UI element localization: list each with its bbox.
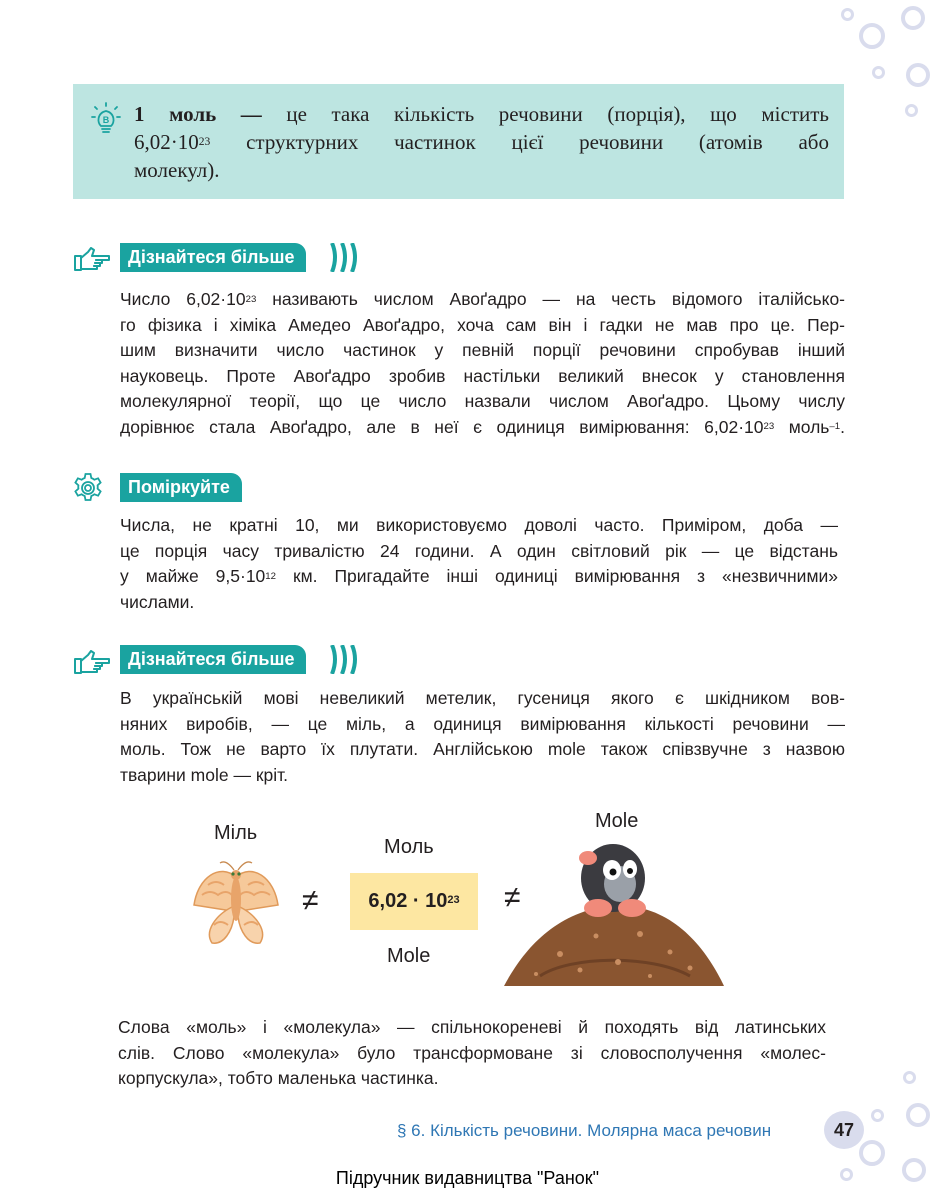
stripes-decoration bbox=[328, 243, 368, 272]
label-mole-unit: Mole bbox=[387, 945, 431, 967]
definition-term: 1 моль — bbox=[134, 102, 262, 126]
paragraph-etymology: Слова «моль» і «молекула» — спільнокореневі й походять від латинських слів. Слово «молекула» було трансформоване зі словосполучення «молес- корпускула», тобто маленька частинка. bbox=[118, 1017, 826, 1088]
paragraph-avogadro: Число $6,02\cdot 10^{23}$ називають числом Авоґадро — на честь відомого італійсько- го фізика і хіміка Амедео Авоґадро, хоча сам він і гадки не мав про це. Пер- шим визначити число частинок у певній порції речовини спробував інший науковець. Проте Авоґадро зробив настільки великий внесок у становлення молекулярної теорії, що це число назвали числом Авоґадро. Цьому числу дорівнює стала Авоґадро, але в неї є одиниця вимірювання: $6,02\cdot 10^{23}$ моль$^{-1}$. bbox=[120, 289, 846, 437]
publisher-line: Підручник видавництва "Ранок" bbox=[335, 1168, 600, 1188]
definition-box bbox=[73, 84, 844, 199]
paragraph-think: Числа, не кратні 10, ми використовуємо доволі часто. Приміром, доба — це порція часу тривалістю 24 години. А один світловий рік — це відстань у майже $9,5\cdot 10^{12}$ км. Пригадайте інші одиниці вимірювання з «незвичними» числами. bbox=[120, 515, 838, 612]
definition-text: 1 моль — це така кількість речовини (порція), що містить $6,02\cdot 10^{23}$ структурних частинок цієї речовини (атомів або молекул). bbox=[134, 102, 829, 182]
section-header-learn-more-2: Дізнайтеся більше bbox=[120, 645, 306, 674]
label-mol: Моль bbox=[384, 836, 434, 858]
section-header-think: Поміркуйте bbox=[120, 473, 242, 502]
mole-illustration bbox=[500, 836, 726, 988]
label-moth: Міль bbox=[214, 822, 258, 844]
gear-icon bbox=[72, 472, 104, 504]
lightbulb-icon bbox=[91, 102, 121, 136]
label-mole-animal: Mole bbox=[595, 810, 639, 832]
svg-text:B: B bbox=[102, 115, 110, 125]
section-header-learn-more-1: Дізнайтеся більше bbox=[120, 243, 306, 272]
not-equal-sign-1: ≠ bbox=[302, 884, 319, 917]
avogadro-number-box: $6,02 \cdot 10^{23}$ bbox=[350, 873, 478, 930]
pointing-hand-icon bbox=[74, 247, 112, 273]
pointing-hand-icon bbox=[74, 650, 112, 676]
page-number: 47 bbox=[824, 1111, 864, 1149]
paragraph-mol-moth: В українській мові невеликий метелик, гусениця якого є шкідником вов- няних виробів, — це міль, а одиниця вимірювання кількості речовини — моль. Тож не варто їх плутати. Англійською mole також співзвучне з назвою тварини mole — кріт. bbox=[120, 688, 845, 785]
moth-illustration bbox=[190, 855, 282, 945]
chapter-footer-title: § 6. Кількість речовини. Молярна маса речовин bbox=[397, 1121, 772, 1140]
not-equal-sign-2: ≠ bbox=[504, 881, 521, 914]
stripes-decoration bbox=[328, 645, 368, 674]
